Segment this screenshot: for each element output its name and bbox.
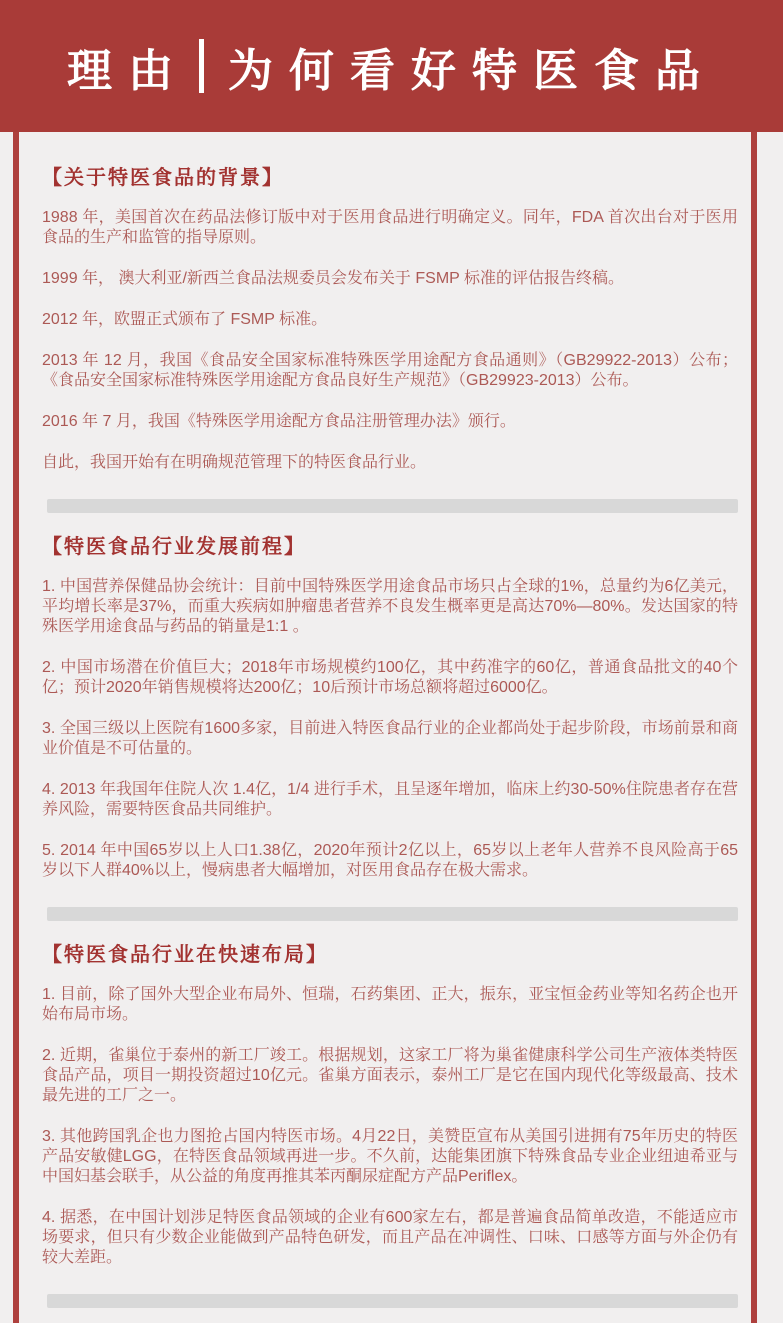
page-title-left: 理由 xyxy=(66,44,189,96)
article-content xyxy=(0,132,783,1323)
page-title xyxy=(67,34,716,99)
paragraph: 3. 全国三级以上医院有1600多家，目前进入特医食品行业的企业都尚处于起步阶段，市场前景和商业价值是不可估量的。 xyxy=(42,720,738,757)
section-heading: 【特医食品行业发展前程】 xyxy=(42,536,306,558)
title-divider-bar xyxy=(199,39,204,93)
section-rapid-layout xyxy=(42,943,738,1308)
section-divider xyxy=(47,499,738,513)
section-prospects xyxy=(42,535,738,921)
paragraph: 1. 目前，除了国外大型企业布局外、恒瑞，石药集团、正大，振东，亚宝恒金药业等知名药企也开始布局市场。 xyxy=(42,986,738,1023)
paragraph: 2012 年，欧盟正式颁布了 FSMP 标准。 xyxy=(42,311,328,328)
paragraph: 4. 据悉，在中国计划涉足特医食品领域的企业有600家左右，都是普遍食品简单改造，不能适应市场要求，但只有少数企业能做到产品特色研发，而且产品在冲调性、口味、口感等方面与外企仍有较大差距。 xyxy=(42,1209,738,1266)
paragraph: 2. 近期，雀巢位于泰州的新工厂竣工。根据规划，这家工厂将为巢雀健康科学公司生产液体类特医食品产品，项目一期投资超过10亿元。雀巢方面表示，泰州工厂是它在国内现代化等级最高、技术最先进的工厂之一。 xyxy=(42,1047,738,1104)
section-divider xyxy=(47,1294,738,1308)
paragraph: 5. 2014 年中国65岁以上人口1.38亿，2020年预计2亿以上，65岁以上老年人营养不良风险高于65岁以下人群40%以上，慢病患者大幅增加，对医用食品存在极大需求。 xyxy=(42,842,738,879)
paragraph: 2. 中国市场潜在价值巨大；2018年市场规模约100亿，其中药准字的60亿，普通食品批文的40个亿；预计2020年销售规模将达200亿；10后预计市场总额将超过6000亿。 xyxy=(42,659,738,696)
paragraph: 1999 年， 澳大利亚/新西兰食品法规委员会发布关于 FSMP 标准的评估报告终稿。 xyxy=(42,270,624,287)
paragraph: 自此，我国开始有在明确规范管理下的特医食品行业。 xyxy=(42,454,427,471)
section-background xyxy=(42,166,738,513)
section-divider xyxy=(47,907,738,921)
page-title-right: 为何看好特医食品 xyxy=(228,44,717,96)
section-heading: 【关于特医食品的背景】 xyxy=(42,167,284,189)
paragraph: 4. 2013 年我国年住院人次 1.4亿，1/4 进行手术，且呈逐年增加，临床上约30-50%住院患者存在营养风险，需要特医食品共同维护。 xyxy=(42,781,738,818)
paragraph: 2013 年 12 月，我国《食品安全国家标准特殊医学用途配方食品通则》（GB29922-2013）公布；《食品安全国家标准特殊医学用途配方食品良好生产规范》（GB29923-2013）公布。 xyxy=(42,352,738,389)
paragraph: 2016 年 7 月，我国《特殊医学用途配方食品注册管理办法》颁行。 xyxy=(42,413,516,430)
paragraph: 3. 其他跨国乳企也力图抢占国内特医市场。4月22日，美赞臣宣布从美国引进拥有75年历史的特医产品安敏健LGG，在特医食品领域再进一步。不久前，达能集团旗下特殊食品专业企业纽迪希亚与中国妇基会联手，从公益的角度再推其苯丙酮尿症配方产品Periflex。 xyxy=(42,1128,738,1185)
paragraph: 1. 中国营养保健品协会统计：目前中国特殊医学用途食品市场只占全球的1%，总量约为6亿美元，平均增长率是37%，而重大疾病如肿瘤患者营养不良发生概率更是高达70%—80%。发达国家的特殊医学用途食品与药品的销量是1:1 。 xyxy=(42,578,738,635)
section-heading: 【特医食品行业在快速布局】 xyxy=(42,944,328,966)
header-banner xyxy=(0,0,783,132)
paragraph: 1988 年，美国首次在药品法修订版中对于医用食品进行明确定义。同年，FDA 首次出台对于医用食品的生产和监管的指导原则。 xyxy=(42,209,738,246)
